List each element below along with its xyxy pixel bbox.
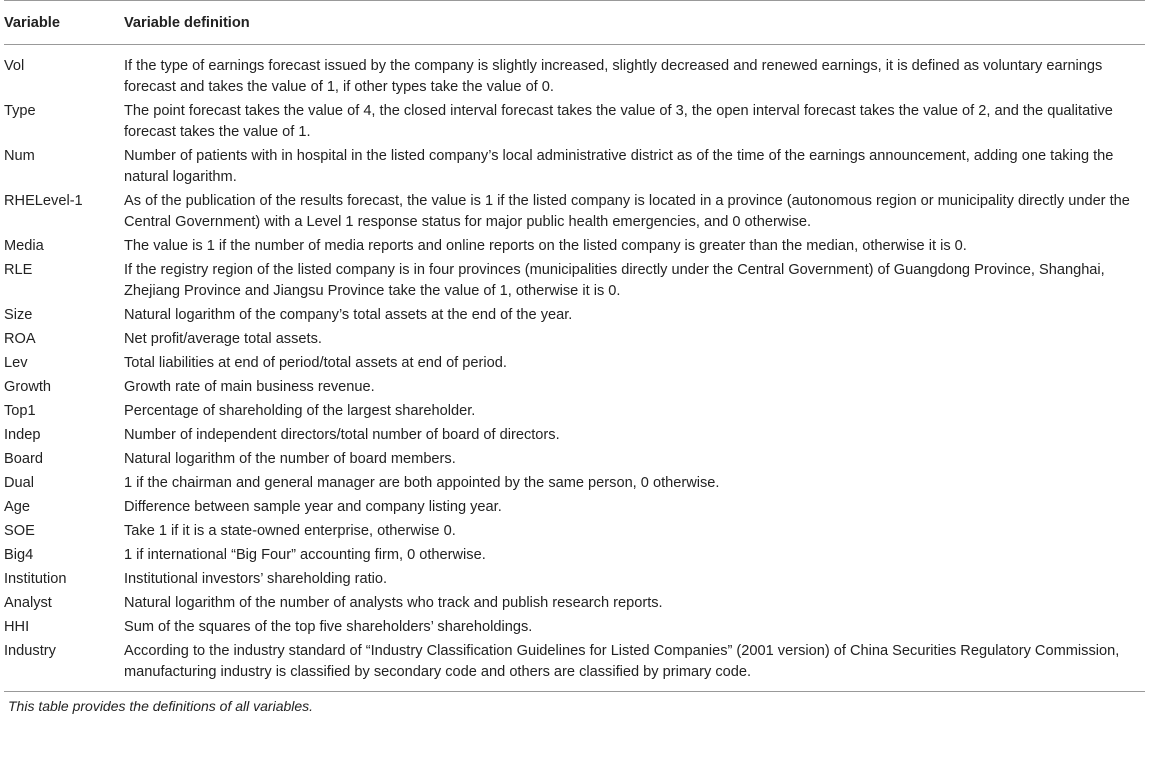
variable-cell: Num [4,148,35,164]
variable-cell: Industry [4,640,124,692]
definition-cell: Percentage of shareholding of the largest shareholder. [124,403,476,419]
table-row [4,235,1145,259]
definition-cell: Institutional investors’ shareholding ratio. [124,571,388,587]
variable-cell: RLE [4,262,33,278]
definition-cell: 1 if international “Big Four” accounting firm, 0 otherwise. [124,547,486,563]
definition-cell: If the registry region of the listed company is in four provinces (municipalities directly under the Central Government) of Guangdong Province, Shanghai, Zhejiang Province and Jiangsu Province take the value of 1, otherwise it is 0. [124,262,1105,299]
variable-cell: Indep [4,427,41,443]
header-row [4,1,1145,45]
definition-cell: Total liabilities at end of period/total assets at end of period. [124,355,507,371]
definition-cell: Natural logarithm of the number of board members. [124,451,456,467]
variable-cell: Vol [4,58,25,74]
variable-cell: Institution [4,571,67,587]
variable-cell: Top1 [4,403,36,419]
definition-cell: Sum of the squares of the top five shareholders’ shareholdings. [124,619,533,635]
variable-cell: Big4 [4,547,34,563]
variable-cell: SOE [4,523,35,539]
variable-cell: Lev [4,355,28,371]
table-header [4,1,1145,45]
variable-cell: Media [4,238,44,254]
variable-definitions-table [4,0,1145,692]
table-row [4,472,1145,496]
table-row [4,424,1145,448]
table-row [4,45,1145,101]
variable-cell: RHELevel-1 [4,193,83,209]
table-row [4,328,1145,352]
variable-cell: HHI [4,619,30,635]
definition-cell: Take 1 if it is a state-owned enterprise, otherwise 0. [124,523,456,539]
table-row [4,145,1145,190]
table-row [4,304,1145,328]
definition-cell: As of the publication of the results forecast, the value is 1 if the listed company is located in a province (autonomous region or municipality directly under the Central Government) with a Level 1 response status for major public health emergencies, and 0 otherwise. [124,193,1130,230]
definition-cell: Net profit/average total assets. [124,331,322,347]
definition-cell: Natural logarithm of the number of analysts who track and publish research reports. [124,595,663,611]
definition-cell: Growth rate of main business revenue. [124,379,375,395]
definition-cell: Difference between sample year and company listing year. [124,499,502,515]
header-variable: Variable [4,1,124,45]
definition-cell: According to the industry standard of “Industry Classification Guidelines for Listed Companies” (2001 version) of China Securities Regulatory Commission, manufacturing industry is classified by secondary code and others are classified by primary code. [124,640,1145,692]
table-row [4,496,1145,520]
table-footnote: This table provides the definitions of all variables. [8,698,314,714]
table-row [4,568,1145,592]
table-row [4,544,1145,568]
variable-cell: ROA [4,331,36,347]
variable-cell: Age [4,499,30,515]
variable-cell: Growth [4,379,52,395]
definition-cell: If the type of earnings forecast issued by the company is slightly increased, slightly decreased and renewed earnings, it is defined as voluntary earnings forecast and takes the value of 1, if other types take the value of 0. [124,58,1103,95]
variable-cell: Size [4,307,33,323]
definition-cell: The value is 1 if the number of media reports and online reports on the listed company is greater than the median, otherwise it is 0. [124,238,967,254]
table-body [4,45,1145,692]
definition-cell: 1 if the chairman and general manager are both appointed by the same person, 0 otherwise. [124,475,720,491]
table-row [4,190,1145,235]
table-row [4,100,1145,145]
header-definition: Variable definition [124,1,1145,45]
table-row [4,616,1145,640]
table-row [4,520,1145,544]
definition-cell: Natural logarithm of the company’s total assets at the end of the year. [124,307,573,323]
table-row [4,376,1145,400]
variable-cell: Dual [4,475,35,491]
variable-cell: Type [4,103,36,119]
variable-cell: Analyst [4,595,52,611]
definition-cell: Number of independent directors/total number of board of directors. [124,427,560,443]
table-row [4,448,1145,472]
table-row [4,259,1145,304]
variable-definitions-table-container [4,0,1145,714]
table-row [4,640,1145,692]
table-row [4,400,1145,424]
table-row [4,592,1145,616]
variable-cell: Board [4,451,43,467]
definition-cell: Number of patients with in hospital in the listed company’s local administrative district as of the time of the earnings announcement, adding one taking the natural logarithm. [124,148,1114,185]
table-row [4,352,1145,376]
definition-cell: The point forecast takes the value of 4, the closed interval forecast takes the value of 3, the open interval forecast takes the value of 2, and the qualitative forecast takes the value of 1. [124,103,1113,140]
